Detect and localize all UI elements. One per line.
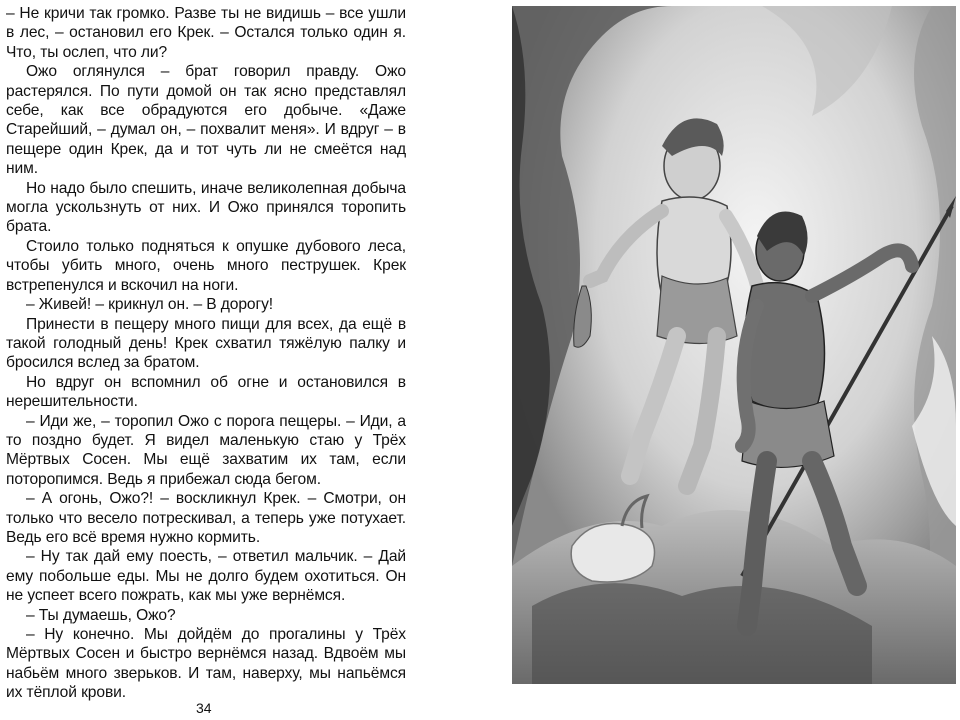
skull-shape [571,524,654,583]
paragraph: – Ты думаешь, Ожо? [26,606,176,624]
paragraph: Но вдруг он вспомнил об огне и остановился в нерешительности. [6,373,406,411]
page-number: 34 [196,700,212,716]
paragraph: Но надо было спешить, иначе великолепная добыча могла ускользнуть от них. И Ожо принялся торопить брата. [6,179,406,236]
paragraph: Принести в пещеру много пищи для всех, да ещё в такой голодный день! Крек схватил тяжёлую палку и бросился вслед за братом. [6,315,406,372]
paragraph: – Живей! – крикнул он. – В дорогу! [26,296,274,314]
paragraph: – Ну конечно. Мы дойдём до прогалины у Трёх Мёртвых Сосен и быстро вернёмся назад. Вдвоём мы набьём много зверьков. И там, наверху, мы напьёмся их тёплой крови. [6,626,406,702]
paragraph: – Не кричи так громко. Разве ты не видишь – все ушли в лес, – остановил его Крек. – Остался только один я. Что, ты ослеп, что ли? [6,5,406,61]
paragraph: – Ну так дай ему поесть, – ответил мальчик. – Дай ему побольше еды. Мы не долго будем охотиться. Он не успеет всего пожрать, как мы уже вернёмся. [6,548,406,605]
paragraph: Стоило только подняться к опушке дубового леса, чтобы убить много, очень много пеструшек. Крек встрепенулся и вскочил на ноги. [6,237,406,294]
illustration-drawing [512,6,956,684]
illustration-cave-boys [512,6,956,684]
paragraph: – Иди же, – торопил Ожо с порога пещеры. – Иди, а то поздно будет. Я видел маленькую стаю у Трёх Мёртвых Сосен. Мы ещё захватим их там, если поторопимся. Ведь я прибежал сюда бегом. [6,412,406,488]
paragraph: Ожо оглянулся – брат говорил правду. Ожо растерялся. По пути домой он так ясно представлял себе, как все обрадуются его добыче. «Даже Старейший, – думал он, – похвалит меня». И вдруг – в пещере один Крек, да и тот чуть ли не смеётся над ним. [6,63,406,178]
paragraph: – А огонь, Ожо?! – воскликнул Крек. – Смотри, он только что весело потрескивал, а теперь уже потухает. Ведь его всё время нужно кормить. [6,490,406,546]
story-text [6,4,406,703]
